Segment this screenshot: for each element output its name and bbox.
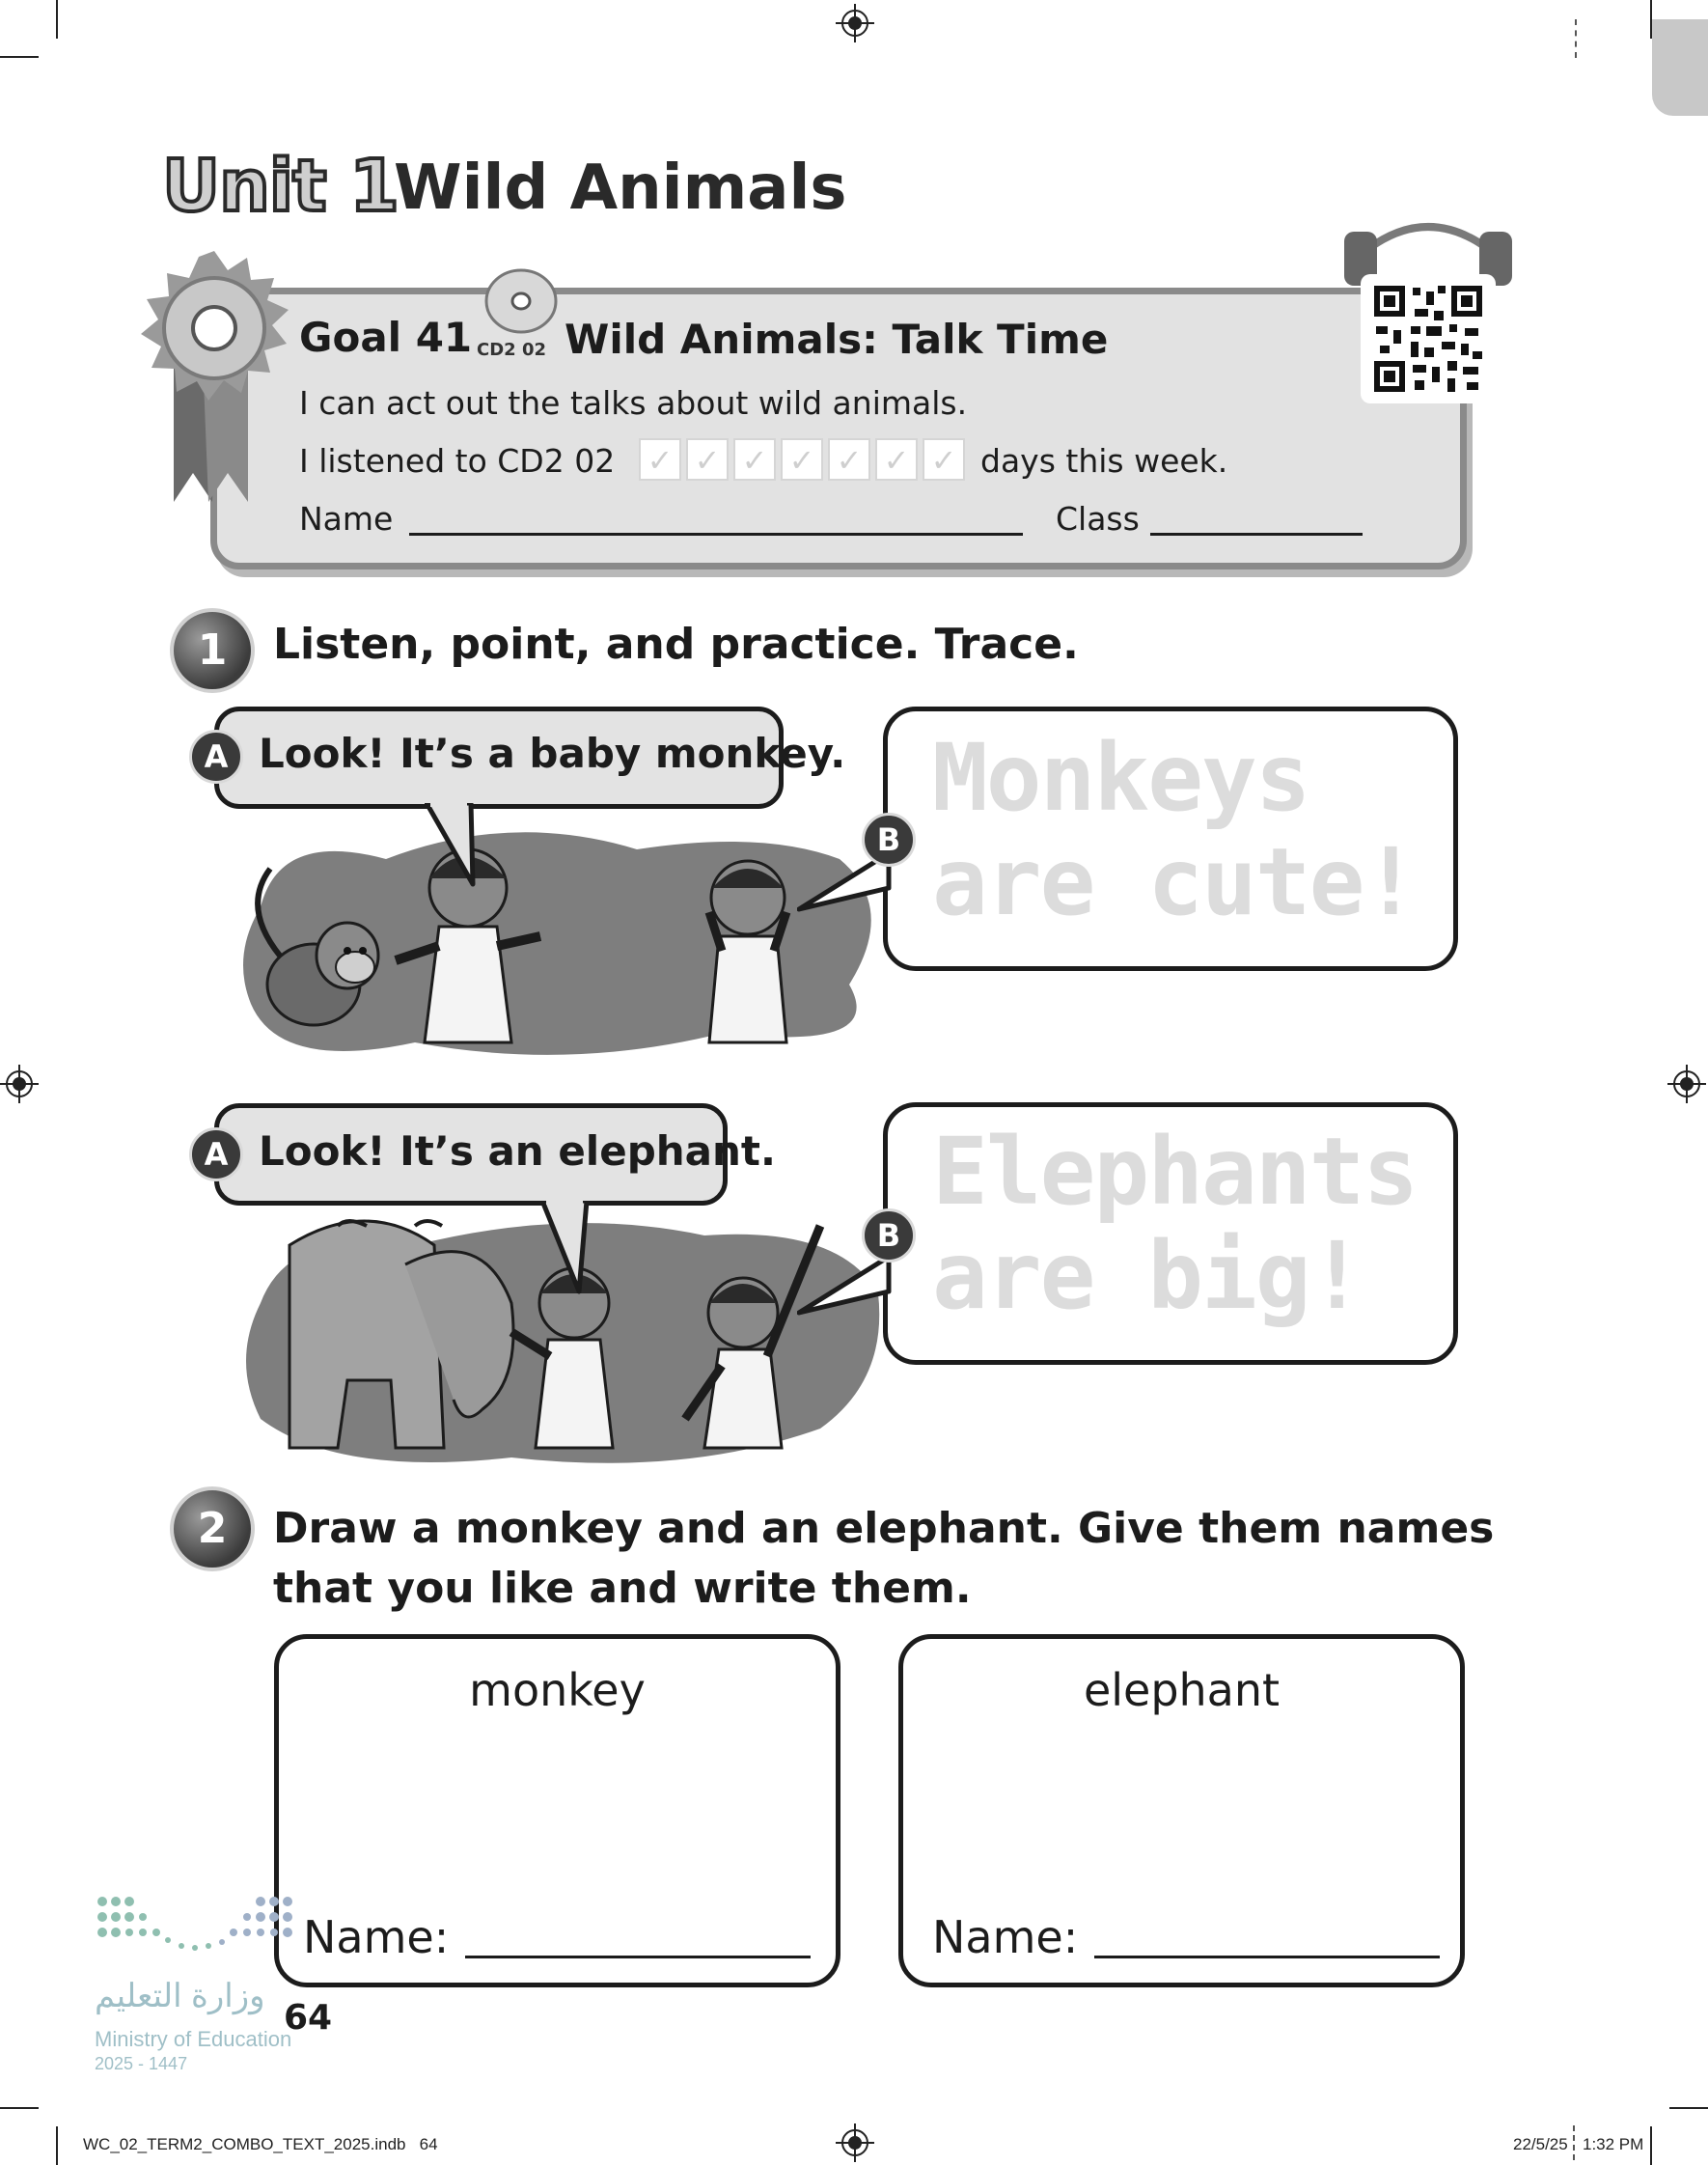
speaker-a-badge: A [189, 730, 243, 784]
day-checkbox[interactable]: ✓ [781, 438, 823, 481]
crop-mark [56, 2126, 58, 2165]
crop-mark [0, 56, 39, 58]
name-label: Name: [932, 1911, 1079, 1963]
section-instruction: Listen, point, and practice. Trace. [273, 620, 1079, 669]
day-checkbox[interactable]: ✓ [923, 438, 965, 481]
unit-title: Wild Animals [394, 153, 847, 224]
cd-icon [482, 263, 560, 340]
registration-mark-right [1667, 1065, 1706, 1103]
crop-mark [56, 0, 58, 39]
print-date: 22/5/25 [1513, 2135, 1568, 2153]
registration-mark-top [836, 4, 874, 42]
registration-mark-bottom [836, 2123, 874, 2162]
speaker-b-badge: B [862, 1208, 916, 1263]
bubble-tail [425, 803, 502, 890]
section-instruction-line2: that you like and write them. [273, 1564, 972, 1613]
qr-code-icon[interactable] [1372, 284, 1484, 394]
day-checkbox[interactable]: ✓ [828, 438, 870, 481]
dialog-a-text: Look! It’s an elephant. [259, 1127, 776, 1175]
ministry-year: 2025 - 1447 [95, 2054, 188, 2073]
trace-text-line1: Monkeys [932, 724, 1309, 832]
goal-statement: I can act out the talks about wild animals. [299, 384, 968, 422]
ministry-english-name: Ministry of Education [95, 2027, 292, 2051]
unit-badge: Unit 1 [162, 145, 399, 228]
print-time: 1:32 PM [1583, 2135, 1644, 2153]
dialog-a-text: Look! It’s a baby monkey. [259, 730, 846, 777]
name-label: Name: [303, 1911, 450, 1963]
class-label: Class [1056, 500, 1140, 538]
trace-text-line2: are cute! [932, 828, 1418, 936]
page-number: 64 [284, 1998, 333, 2038]
name-write-line[interactable] [1094, 1956, 1440, 1958]
draw-box-label: elephant [1083, 1664, 1281, 1716]
day-checkbox[interactable]: ✓ [639, 438, 681, 481]
monkey-scene-illustration [222, 791, 888, 1071]
day-checkbox[interactable]: ✓ [686, 438, 729, 481]
bubble-tail [540, 1201, 618, 1297]
fold-mark [1575, 19, 1579, 58]
trace-text-line1: Elephants [932, 1118, 1418, 1226]
crop-mark [0, 2107, 39, 2109]
speaker-a-badge: A [189, 1127, 243, 1181]
draw-box-label: monkey [469, 1664, 646, 1716]
cd-label: CD2 02 [477, 340, 546, 360]
goal-rosette-icon [127, 241, 291, 521]
name-label: Name [299, 500, 394, 538]
ministry-logo-icon [95, 1892, 307, 1969]
section-instruction-line1: Draw a monkey and an elephant. Give them names [273, 1504, 1495, 1553]
day-checkbox[interactable]: ✓ [875, 438, 918, 481]
registration-mark-left [0, 1065, 39, 1103]
page-tab [1652, 19, 1708, 116]
class-write-line[interactable] [1150, 533, 1363, 536]
crop-mark [1650, 2126, 1652, 2165]
fold-mark [1573, 2125, 1577, 2160]
bubble-tail [797, 1253, 894, 1320]
crop-mark [1669, 2107, 1708, 2109]
ministry-arabic-name: وزارة التعليم [95, 1978, 265, 2014]
section-number: 2 [170, 1486, 255, 1571]
goal-title: Wild Animals: Talk Time [565, 316, 1109, 363]
speaker-b-badge: B [862, 813, 916, 867]
day-checkbox[interactable]: ✓ [733, 438, 776, 481]
name-write-line[interactable] [465, 1956, 811, 1958]
listen-prefix: I listened to CD2 02 [299, 442, 616, 480]
listen-suffix: days this week. [980, 442, 1228, 480]
section-number: 1 [170, 608, 255, 693]
trace-text-line2: are big! [932, 1222, 1364, 1330]
name-write-line[interactable] [409, 533, 1023, 536]
goal-label: Goal 41 [299, 314, 473, 361]
file-info: WC_02_TERM2_COMBO_TEXT_2025.indb 64 [83, 2135, 438, 2153]
